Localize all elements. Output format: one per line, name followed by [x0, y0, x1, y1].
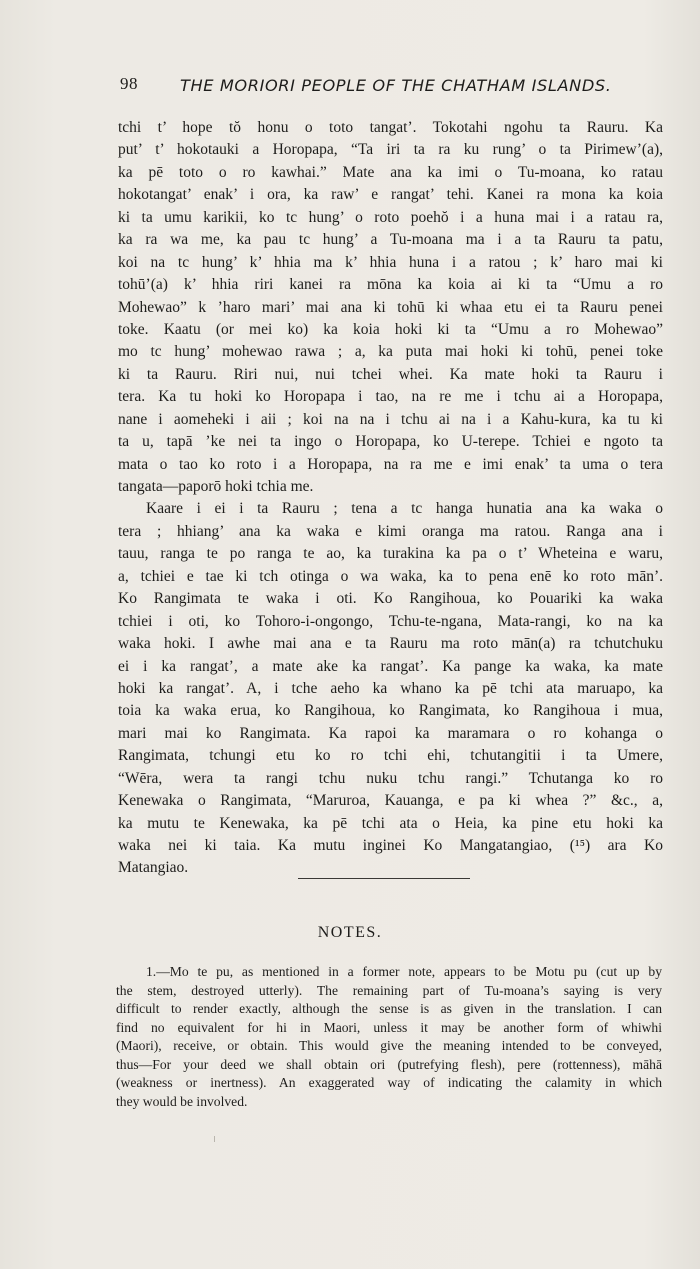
- text-line: tauu, ranga te po ranga te ao, ka turakina ka pa o t’ Wheteina e waru,: [118, 545, 663, 563]
- text-line: ki ta umu karikii, ko tc hung’ o roto poehŏ i a huna mai i a ratau ra,: [118, 208, 663, 226]
- text-line: hokotangat’ enak’ i ora, ka raw’ e rangat’ tehi. Kanei ra mona ka koia: [118, 186, 663, 204]
- text-line: Rangimata, tchungi etu ko ro tchi ehi, tchutangitii i ta Umere,: [118, 747, 663, 765]
- text-line: Kenewaka o Rangimata, “Maruroa, Kauanga, e pa ki whea ?” &c., a,: [118, 792, 663, 810]
- text-line: ka pē toto o ro kawhai.” Mate ana ka imi o Tu-moana, ko ratau: [118, 163, 663, 181]
- text-line: put’ t’ hokotauki a Horopapa, “Ta iri ta ra ku rung’ o ta Pirimew’(a),: [118, 141, 663, 159]
- text-line: ka ra wa me, ka pau tc hung’ a Tu-moana ma i a ta Rauru ta patu,: [118, 231, 663, 249]
- body-text: [118, 117, 663, 880]
- note-line: (Maori), receive, or obtain. This would give the meaning intended to be conveyed,: [116, 1038, 662, 1054]
- note-line: thus—For your deed we shall obtain ori (putrefying flesh), pere (rottenness), māhā: [116, 1056, 662, 1072]
- text-line: ta u, tapā ’ke nei ta ingo o Horopapa, ko U-terepe. Tchiei e ngoto ta: [118, 433, 663, 451]
- text-line: Mohewao” k ’haro mari’ mai ana ki tohū ki whaa etu ei ta Rauru penei: [118, 298, 663, 316]
- text-line: ki ta Rauru. Riri nui, nui tchei whei. Ka mate hoki ta Rauru i: [118, 365, 663, 383]
- text-line: ei i ka rangat’, a mate ake ka rangat’. Ka pange ka waka, ka mate: [118, 657, 663, 675]
- text-line: tchiei i oti, ko Tohoro-i-ongongo, Tchu-te-ngana, Mata-rangi, ko na ka: [118, 612, 663, 630]
- text-line: tera. Ka tu hoki ko Horopapa i tao, na re me i tchu ai a Horopapa,: [118, 388, 663, 406]
- text-line: koi na tc hung’ k’ hhia ma k’ hhia huna i a ratou ; k’ haro mai ki: [118, 253, 663, 271]
- text-line: a, tchiei e tae ki tch otinga o wa waka, ka to pena enē ko roto mān’.: [118, 567, 663, 585]
- text-line: toke. Kaatu (or mei ko) ka koia hoki ki ta “Umu a ro Mohewao”: [118, 320, 663, 338]
- text-line: Ko Rangimata te waka i oti. Ko Rangihoua, ko Pouariki ka waka: [118, 590, 663, 608]
- text-line: mo tc hung’ mohewao rawa ; a, ka puta mai hoki ki tohū, penei toke: [118, 343, 663, 361]
- text-line: hoki ka rangat’. A, i tche aeho ka whano ka pē tchi ata maruapo, ka: [118, 679, 663, 697]
- text-line: mari mai ko Rangimata. Ka rapoi ka maramara o ro kohanga o: [118, 724, 663, 742]
- text-line: mata o tao ko roto i a Horopapa, na ra me e imi enak’ ta uma o tera: [118, 455, 663, 473]
- text-line: “Wēra, wera ta rangi tchu nuku tchu rangi.” Tchutanga ko ro: [118, 769, 663, 787]
- text-line: tera ; hhiang’ ana ka waka e kimi oranga ma ratou. Ranga ana i: [118, 522, 663, 540]
- notes-text: [116, 963, 662, 1111]
- text-line: Matangiao.: [118, 859, 189, 877]
- running-header: [120, 74, 610, 98]
- text-line: toia ka waka erua, ko Rangihoua, ko Rangimata, ko Rangihoua i mua,: [118, 702, 663, 720]
- running-title: THE MORIORI PEOPLE OF THE CHATHAM ISLANDS.: [180, 76, 612, 95]
- notes-heading: NOTES.: [317, 924, 383, 941]
- text-line: waka nei ki taia. Ka mutu inginei Ko Mangatangiao, (¹⁵) ara Ko: [118, 837, 663, 854]
- section-divider: [298, 878, 470, 879]
- note-line: they would be involved.: [116, 1093, 248, 1109]
- note-line: 1.—Mo te pu, as mentioned in a former note, appears to be Motu pu (cut up by: [146, 964, 662, 979]
- note-line: (weakness or inertness). An exaggerated way of indicating the calamity in which: [116, 1075, 662, 1091]
- text-line: nane i aomeheki i aii ; koi na na i tchu ai na i a Kahu-kura, ka tu ki: [118, 410, 663, 428]
- text-line: Kaare i ei i ta Rauru ; tena a tc hanga hunatia ana ka waka o: [146, 500, 663, 518]
- page-number: 98: [120, 74, 138, 93]
- paper-speck: [214, 1136, 215, 1142]
- text-line: tchi t’ hope tŏ honu o toto tangat’. Tokotahi ngohu ta Rauru. Ka: [118, 119, 663, 136]
- note-line: difficult to render exactly, although the sense is as given in the translation. I can: [116, 1001, 662, 1017]
- text-line: tangata—paporō hoki tchia me.: [118, 478, 314, 495]
- note-line: the stem, destroyed utterly). The remaining part of Tu-moana’s saying is very: [116, 982, 662, 998]
- note-line: find no equivalent for hi in Maori, unless it may be another form of whiwhi: [116, 1019, 662, 1035]
- text-line: tohū’(a) k’ hhia riri kanei ra mōna ka koia ai ki ta “Umu a ro: [118, 276, 663, 294]
- text-line: ka mutu te Kenewaka, ka pē tchi ata o Heia, ka pine etu hoki ka: [118, 814, 663, 832]
- text-line: waka hoki. I awhe mai ana e ta Rauru ma roto mān(a) ra tchutchuku: [118, 635, 663, 653]
